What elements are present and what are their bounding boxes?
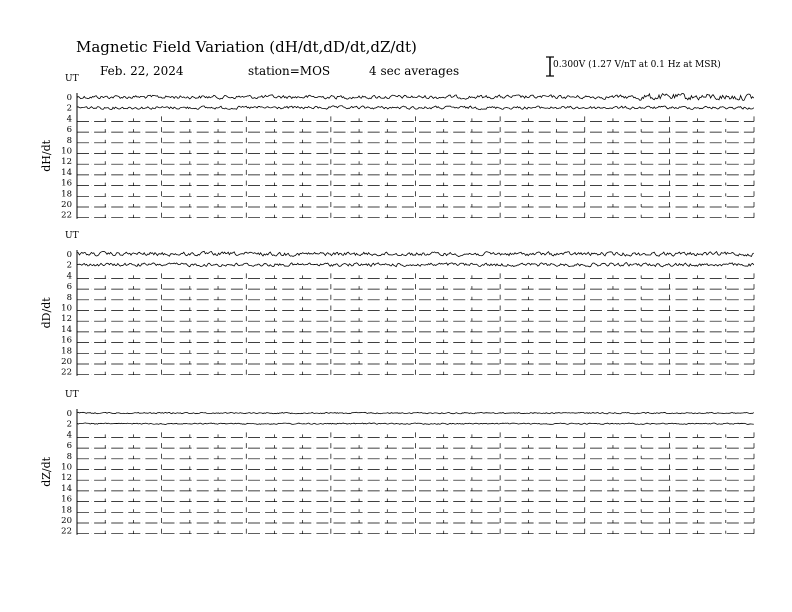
hour-tick-label: 6 (66, 125, 72, 136)
hour-tick-label: 4 (66, 430, 72, 441)
hour-tick-label: 16 (61, 335, 72, 346)
ut-label: UT (65, 390, 79, 400)
hour-tick-label: 20 (61, 200, 72, 210)
panel-ylabel: dD/dt (40, 297, 53, 329)
hour-tick-label: 8 (66, 451, 72, 462)
data-trace-line (77, 423, 754, 425)
averages-label: 4 sec averages (369, 64, 460, 78)
date-label: Feb. 22, 2024 (100, 64, 184, 78)
hour-tick-label: 10 (61, 303, 72, 314)
hour-tick-label: 8 (66, 292, 72, 303)
hour-tick-label: 0 (66, 409, 72, 419)
hour-tick-label: 14 (61, 167, 72, 178)
hour-tick-label: 18 (61, 189, 72, 200)
hour-tick-label: 22 (61, 367, 72, 378)
panel-ylabel: dZ/dt (40, 456, 53, 487)
hour-tick-label: 22 (61, 210, 72, 221)
chart-title: Magnetic Field Variation (dH/dt,dD/dt,dZ/dt) (76, 38, 417, 56)
data-trace-line (77, 106, 754, 110)
hour-tick-label: 2 (66, 419, 72, 430)
panel-ylabel: dH/dt (40, 139, 53, 172)
hour-tick-label: 22 (61, 526, 72, 537)
hour-tick-label: 6 (66, 441, 72, 452)
hour-tick-label: 4 (66, 114, 72, 125)
hour-tick-label: 14 (61, 324, 72, 335)
hour-tick-label: 12 (61, 157, 72, 168)
hour-tick-label: 0 (66, 93, 72, 103)
hour-tick-label: 16 (61, 494, 72, 505)
data-trace-line (77, 263, 754, 267)
hour-tick-label: 8 (66, 135, 72, 146)
hour-tick-label: 14 (61, 483, 72, 494)
hour-tick-label: 0 (66, 250, 72, 260)
hour-tick-label: 10 (61, 462, 72, 473)
hour-tick-label: 20 (61, 357, 72, 367)
hour-tick-label: 2 (66, 260, 72, 271)
hour-tick-label: 4 (66, 271, 72, 282)
hour-tick-label: 20 (61, 516, 72, 526)
hour-tick-label: 6 (66, 282, 72, 293)
hour-tick-label: 18 (61, 505, 72, 516)
hour-tick-label: 16 (61, 178, 72, 189)
station-label: station=MOS (248, 64, 331, 78)
data-trace-line (77, 93, 754, 100)
scale-bar-icon (546, 57, 554, 76)
hour-tick-label: 12 (61, 314, 72, 325)
hour-tick-label: 18 (61, 346, 72, 357)
ut-label: UT (65, 231, 79, 241)
ut-label: UT (65, 74, 79, 84)
hour-tick-label: 2 (66, 103, 72, 114)
data-trace-line (77, 251, 754, 256)
hour-tick-label: 12 (61, 473, 72, 484)
data-trace-line (77, 412, 754, 414)
scale-note: 0.300V (1.27 V/nT at 0.1 Hz at MSR) (553, 60, 721, 70)
hour-tick-label: 10 (61, 146, 72, 157)
